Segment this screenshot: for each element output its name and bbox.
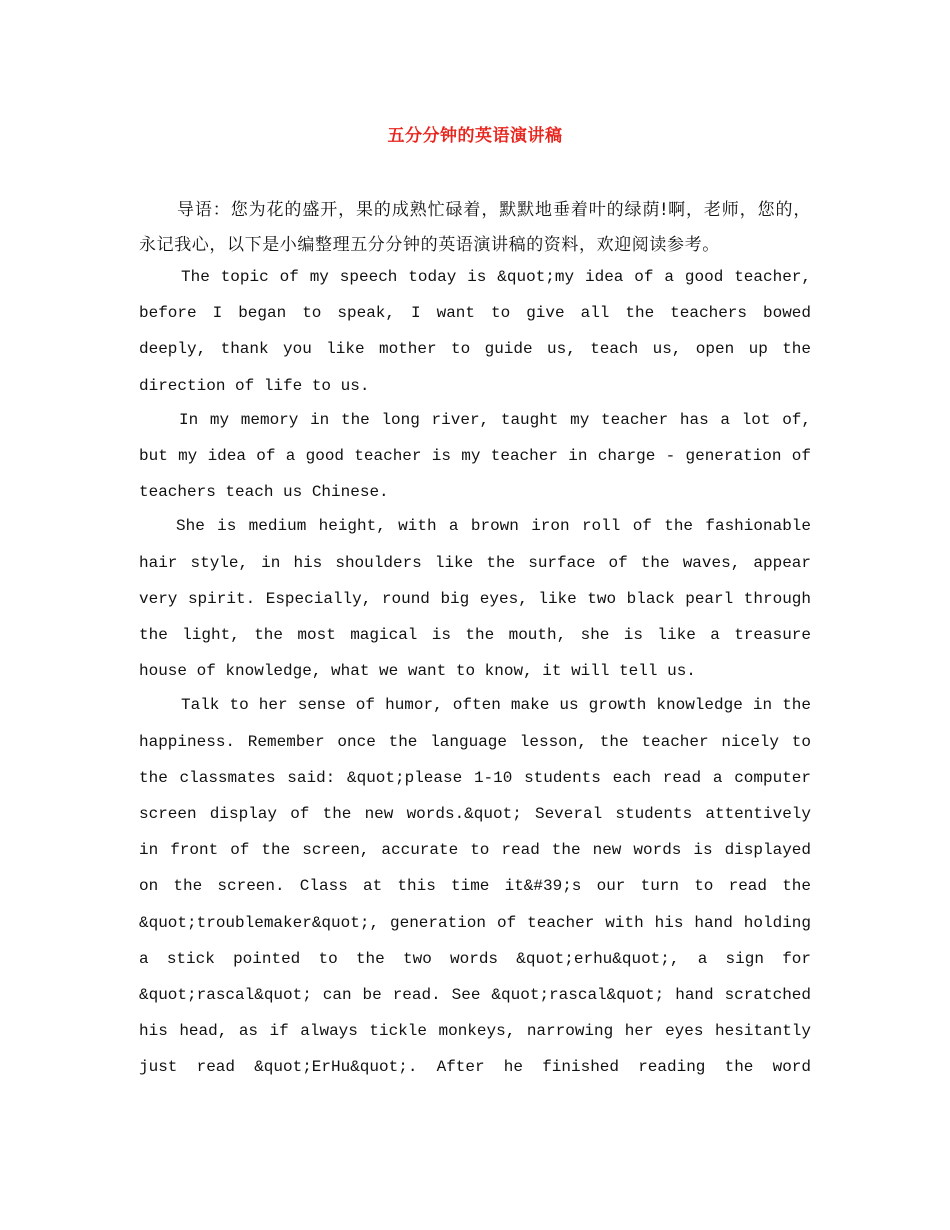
speech-paragraph: She is medium height, with a brown iron roll of the fashionable hair style, in his shoulders like the surface of the waves, appear very spirit. Especially, round big eyes, like two black pearl through the light, the most magical is the mouth, she is like a treasure house of knowledge, what we want to know, it will tell us. — [139, 517, 811, 681]
speech-paragraph: The topic of my speech today is &quot;my idea of a good teacher, before I began to speak, I want to give all the teachers bowed deeply, thank you like mother to guide us, teach us, open up the direction of life to us. — [139, 268, 811, 395]
speech-paragraph: In my memory in the long river, taught my teacher has a lot of, but my idea of a good teacher is my teacher in charge - generation of teachers teach us Chinese. — [139, 410, 811, 502]
speech-body — [139, 259, 811, 1084]
speech-paragraph: Talk to her sense of humor, often make us growth knowledge in the happiness. Remember once the language lesson, the teacher nicely to the classmates said: &quot;please 1-10 students each read a computer screen display of the new words.&quot; Several students attentively in front of the screen, accurate to read the new words is displayed on the screen. Class at this time it&#39;s our turn to read the &quot;troublemaker&quot;, generation of teacher with his hand holding a stick pointed to the two words &quot;erhu&quot;, a sign for &quot;rascal&quot; can be read. See &quot;rascal&quot; hand scratched his head, as if always tickle monkeys, narrowing her eyes hesitantly just read &quot;ErHu&quot;. After he finished reading the word — [139, 696, 811, 1077]
document-title: 五分分钟的英语演讲稿 — [387, 126, 563, 146]
intro-paragraph: 导语：您为花的盛开，果的成熟忙碌着，默默地垂着叶的绿荫!啊，老师，您的，永记我心，以下是小编整理五分分钟的英语演讲稿的资料，欢迎阅读参考。 — [139, 200, 811, 255]
